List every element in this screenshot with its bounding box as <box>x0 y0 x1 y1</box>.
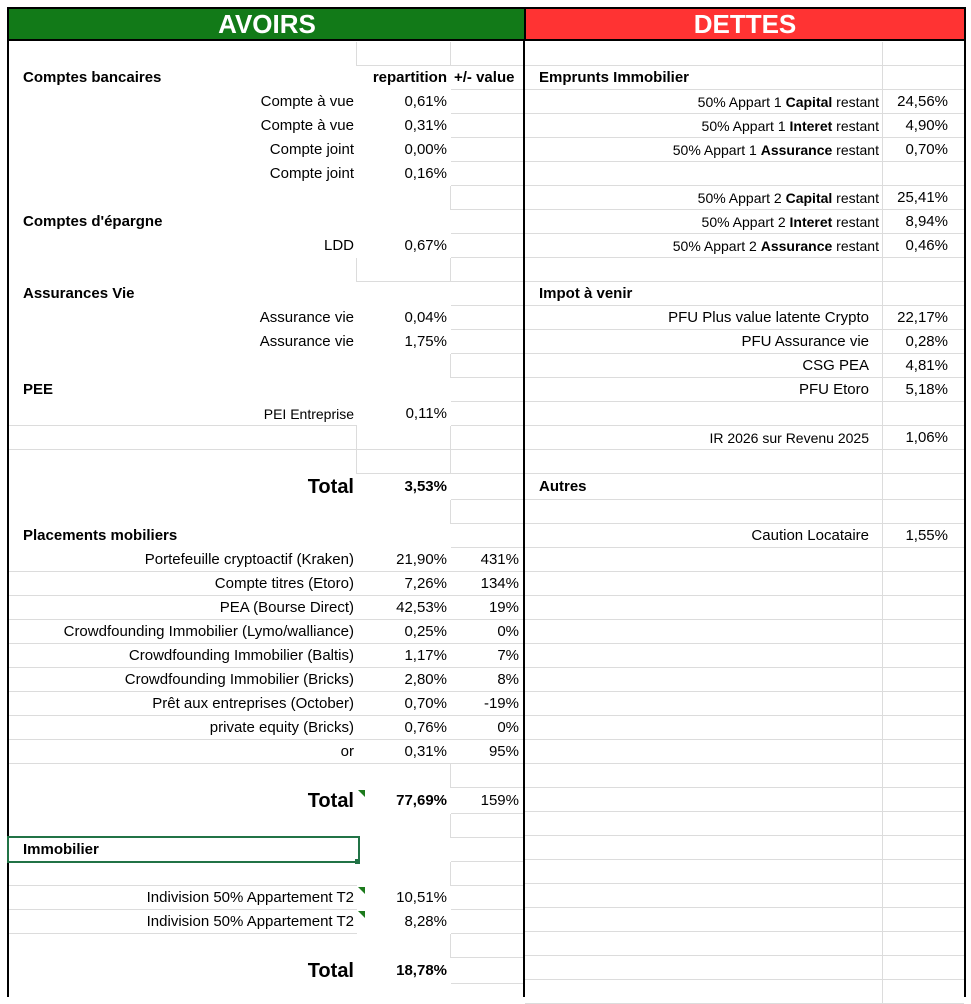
empty-cell[interactable] <box>525 450 883 474</box>
empty-cell[interactable] <box>883 572 964 596</box>
loan-label[interactable] <box>525 234 883 258</box>
debt-label[interactable]: PFU Assurance vie <box>525 330 883 354</box>
value-change[interactable]: 0% <box>451 620 523 644</box>
empty-cell[interactable] <box>525 500 883 524</box>
empty-cell[interactable] <box>883 716 964 740</box>
loan-label[interactable] <box>525 138 883 162</box>
dettes-row <box>0 330 971 354</box>
repartition-value[interactable]: 0,04% <box>404 309 447 326</box>
debt-value[interactable]: 22,17% <box>883 306 964 330</box>
empty-cell[interactable] <box>525 620 883 644</box>
empty-cell[interactable] <box>525 812 883 836</box>
dettes-row <box>0 956 971 980</box>
dettes-row <box>0 138 971 162</box>
dettes-row <box>0 162 971 186</box>
dettes-row <box>0 788 971 812</box>
repartition-value[interactable]: 0,67% <box>404 237 447 254</box>
empty-cell[interactable] <box>883 908 964 932</box>
dettes-row <box>0 450 971 474</box>
empty-cell[interactable] <box>883 980 964 1004</box>
value-change[interactable]: -19% <box>451 692 523 716</box>
empty-cell[interactable] <box>525 884 883 908</box>
repartition-value[interactable]: 0,16% <box>404 165 447 182</box>
debt-value[interactable]: 4,81% <box>883 354 964 378</box>
dettes-row <box>0 114 971 138</box>
empty-cell[interactable] <box>525 908 883 932</box>
dettes-row <box>0 306 971 330</box>
empty-cell[interactable] <box>883 884 964 908</box>
section-title[interactable]: Assurances Vie <box>23 285 135 302</box>
debt-value[interactable]: 1,55% <box>883 524 964 548</box>
total-label: Total <box>307 960 354 982</box>
debt-label[interactable]: CSG PEA <box>525 354 883 378</box>
empty-cell[interactable] <box>883 860 964 884</box>
dettes-row <box>0 596 971 620</box>
empty-cell[interactable] <box>525 548 883 572</box>
empty-cell[interactable] <box>525 692 883 716</box>
debt-value[interactable]: 25,41% <box>883 186 964 210</box>
dettes-row <box>0 836 971 860</box>
dettes-row <box>0 258 971 282</box>
dettes-row <box>0 980 971 1004</box>
dettes-row <box>0 716 971 740</box>
empty-cell[interactable] <box>883 42 964 66</box>
loan-label-suffix: restant <box>832 214 879 230</box>
dettes-row <box>0 186 971 210</box>
total-value-change[interactable]: 159% <box>451 788 523 814</box>
asset-label[interactable]: Crowdfounding Immobilier (Lymo/walliance) <box>9 620 357 644</box>
loan-label-prefix: 50% Appart 2 <box>697 190 786 206</box>
dettes-row <box>0 812 971 836</box>
loan-label-prefix: 50% Appart 1 <box>701 118 790 134</box>
debt-value[interactable]: 4,90% <box>883 114 964 138</box>
loan-label-suffix: restant <box>832 94 879 110</box>
dettes-row <box>0 378 971 402</box>
asset-label[interactable]: Compte joint <box>269 165 354 182</box>
empty-cell[interactable] <box>525 860 883 884</box>
total-repartition[interactable]: 18,78% <box>396 962 447 979</box>
dettes-row <box>0 572 971 596</box>
empty-cell[interactable] <box>525 668 883 692</box>
loan-label-suffix: restant <box>832 142 879 158</box>
empty-cell[interactable] <box>525 402 883 426</box>
repartition-value[interactable]: 1,17% <box>357 644 451 668</box>
empty-cell[interactable] <box>883 162 964 186</box>
value-change[interactable]: 8% <box>451 668 523 692</box>
empty-cell[interactable] <box>525 932 883 956</box>
total-label: Total <box>307 790 354 812</box>
section-title[interactable]: Immobilier <box>23 841 99 858</box>
section-title[interactable]: Comptes d'épargne <box>23 213 163 230</box>
empty-cell[interactable] <box>883 668 964 692</box>
empty-cell[interactable] <box>525 740 883 764</box>
loan-label-suffix: restant <box>832 238 879 254</box>
repartition-value[interactable]: 1,75% <box>404 333 447 350</box>
repartition-value[interactable]: 8,28% <box>404 913 447 930</box>
empty-cell[interactable] <box>525 572 883 596</box>
asset-label[interactable]: Compte à vue <box>260 93 354 110</box>
loan-label-prefix: 50% Appart 1 <box>672 142 761 158</box>
asset-label[interactable]: Prêt aux entreprises (October) <box>9 692 357 716</box>
loan-label-type: Capital <box>785 94 833 110</box>
empty-cell[interactable] <box>883 500 964 524</box>
dettes-row <box>0 90 971 114</box>
value-change[interactable]: 19% <box>451 596 523 620</box>
section-title[interactable]: PEE <box>23 381 54 398</box>
dettes-row <box>0 932 971 956</box>
debt-value[interactable]: 5,18% <box>883 378 964 402</box>
empty-cell[interactable] <box>883 402 964 426</box>
empty-cell[interactable] <box>883 258 964 282</box>
repartition-value[interactable]: 0,25% <box>357 620 451 644</box>
dettes-row <box>0 354 971 378</box>
dettes-row <box>0 644 971 668</box>
loan-label-suffix: restant <box>832 190 879 206</box>
debt-value[interactable]: 24,56% <box>883 90 964 114</box>
debt-label[interactable]: Caution Locataire <box>525 524 883 548</box>
value-change[interactable]: 95% <box>451 740 523 764</box>
dettes-row <box>0 692 971 716</box>
repartition-value[interactable]: 0,00% <box>404 141 447 158</box>
asset-label[interactable]: private equity (Bricks) <box>9 716 357 740</box>
section-title[interactable]: Emprunts Immobilier <box>525 66 883 90</box>
debt-value[interactable]: 0,28% <box>883 330 964 354</box>
loan-label-suffix: restant <box>832 118 879 134</box>
asset-label[interactable]: Crowdfounding Immobilier (Bricks) <box>9 668 357 692</box>
total-repartition[interactable]: 3,53% <box>404 478 447 495</box>
asset-label[interactable]: Compte joint <box>269 141 354 158</box>
dettes-row <box>0 474 971 500</box>
repartition-value[interactable]: 7,26% <box>357 572 451 596</box>
value-change[interactable]: 431% <box>451 548 523 572</box>
dettes-row <box>0 620 971 644</box>
empty-cell[interactable] <box>525 42 883 66</box>
empty-cell[interactable] <box>525 596 883 620</box>
debt-label[interactable]: PFU Etoro <box>525 378 883 402</box>
empty-cell[interactable] <box>525 764 883 788</box>
repartition-column-header[interactable]: repartition <box>372 69 447 86</box>
empty-cell[interactable] <box>883 692 964 716</box>
empty-cell[interactable] <box>525 258 883 282</box>
empty-cell[interactable] <box>883 66 964 90</box>
debt-value[interactable]: 8,94% <box>883 210 964 234</box>
empty-cell[interactable] <box>525 716 883 740</box>
debt-value[interactable]: 0,46% <box>883 234 964 258</box>
section-title[interactable]: Placements mobiliers <box>23 527 178 544</box>
repartition-value[interactable]: 42,53% <box>357 596 451 620</box>
empty-cell[interactable] <box>525 644 883 668</box>
empty-cell[interactable] <box>883 740 964 764</box>
dettes-header[interactable]: DETTES <box>524 7 966 41</box>
dettes-row <box>0 66 971 90</box>
empty-cell[interactable] <box>883 836 964 860</box>
empty-cell[interactable] <box>883 596 964 620</box>
empty-cell[interactable] <box>525 788 883 812</box>
empty-cell[interactable] <box>883 282 964 306</box>
debt-label[interactable]: PFU Plus value latente Crypto <box>525 306 883 330</box>
repartition-value[interactable]: 0,76% <box>357 716 451 740</box>
debt-value[interactable]: 0,70% <box>883 138 964 162</box>
dettes-row <box>0 234 971 258</box>
dettes-row <box>0 210 971 234</box>
total-label: Total <box>307 476 354 498</box>
dettes-row <box>0 402 971 426</box>
loan-label[interactable] <box>525 114 883 138</box>
empty-cell[interactable] <box>883 450 964 474</box>
loan-label[interactable] <box>525 210 883 234</box>
dettes-row <box>0 764 971 788</box>
loan-label-type: Assurance <box>760 142 833 158</box>
empty-cell[interactable] <box>883 788 964 812</box>
value-change[interactable]: 0% <box>451 716 523 740</box>
empty-cell[interactable] <box>883 474 964 500</box>
asset-label[interactable]: Compte à vue <box>260 117 354 134</box>
repartition-value[interactable]: 21,90% <box>357 548 451 572</box>
debt-value[interactable]: 1,06% <box>883 426 964 450</box>
dettes-row <box>0 884 971 908</box>
repartition-value[interactable]: 10,51% <box>396 889 447 906</box>
empty-cell[interactable] <box>883 812 964 836</box>
dettes-row <box>0 42 971 66</box>
empty-cell[interactable] <box>883 620 964 644</box>
loan-label[interactable] <box>525 90 883 114</box>
repartition-value[interactable]: 0,31% <box>357 740 451 764</box>
section-title[interactable]: Impot à venir <box>525 282 883 306</box>
value-change[interactable]: 7% <box>451 644 523 668</box>
asset-label[interactable]: Portefeuille cryptoactif (Kraken) <box>9 548 357 572</box>
loan-label[interactable] <box>525 186 883 210</box>
section-title[interactable]: Autres <box>525 474 883 500</box>
loan-label-type: Interet <box>789 118 833 134</box>
empty-cell[interactable] <box>525 836 883 860</box>
asset-label[interactable]: Crowdfounding Immobilier (Baltis) <box>9 644 357 668</box>
value-change[interactable]: 134% <box>451 572 523 596</box>
loan-label-prefix: 50% Appart 2 <box>672 238 761 254</box>
repartition-value[interactable]: 0,70% <box>357 692 451 716</box>
dettes-row <box>0 548 971 572</box>
dettes-row <box>0 282 971 306</box>
asset-label[interactable]: LDD <box>323 237 354 254</box>
avoirs-header[interactable]: AVOIRS <box>7 7 525 41</box>
dettes-row <box>0 740 971 764</box>
asset-label[interactable]: or <box>9 740 357 764</box>
empty-cell[interactable] <box>525 980 883 1004</box>
asset-label[interactable]: Compte titres (Etoro) <box>9 572 357 596</box>
empty-cell[interactable] <box>883 644 964 668</box>
total-repartition[interactable]: 77,69% <box>396 792 447 809</box>
empty-cell[interactable] <box>525 162 883 186</box>
dettes-row <box>0 668 971 692</box>
loan-label-type: Assurance <box>760 238 833 254</box>
debt-label[interactable]: IR 2026 sur Revenu 2025 <box>525 426 883 450</box>
asset-label[interactable]: PEA (Bourse Direct) <box>9 596 357 620</box>
repartition-value[interactable]: 2,80% <box>357 668 451 692</box>
loan-label-prefix: 50% Appart 1 <box>697 94 786 110</box>
asset-label[interactable]: PEI Entreprise <box>9 402 357 426</box>
asset-label[interactable]: Indivision 50% Appartement T2 <box>9 910 357 934</box>
empty-cell[interactable] <box>525 956 883 980</box>
repartition-value[interactable]: 0,11% <box>405 405 447 422</box>
empty-cell[interactable] <box>883 956 964 980</box>
dettes-row <box>0 860 971 884</box>
empty-cell[interactable] <box>883 548 964 572</box>
section-title[interactable]: Comptes bancaires <box>23 69 162 86</box>
loan-label-type: Interet <box>789 214 833 230</box>
repartition-value[interactable]: 0,61% <box>404 93 447 110</box>
dettes-row <box>0 500 971 524</box>
empty-cell[interactable] <box>883 764 964 788</box>
asset-label[interactable]: Assurance vie <box>259 333 354 350</box>
asset-label[interactable]: Assurance vie <box>259 309 354 326</box>
loan-label-type: Capital <box>785 190 833 206</box>
dettes-row <box>0 908 971 932</box>
value-column-header[interactable]: +/- value <box>451 66 523 90</box>
asset-label[interactable]: Indivision 50% Appartement T2 <box>9 886 357 910</box>
empty-cell[interactable] <box>883 932 964 956</box>
repartition-value[interactable]: 0,31% <box>404 117 447 134</box>
dettes-row <box>0 426 971 450</box>
dettes-row <box>0 524 971 548</box>
loan-label-prefix: 50% Appart 2 <box>701 214 790 230</box>
